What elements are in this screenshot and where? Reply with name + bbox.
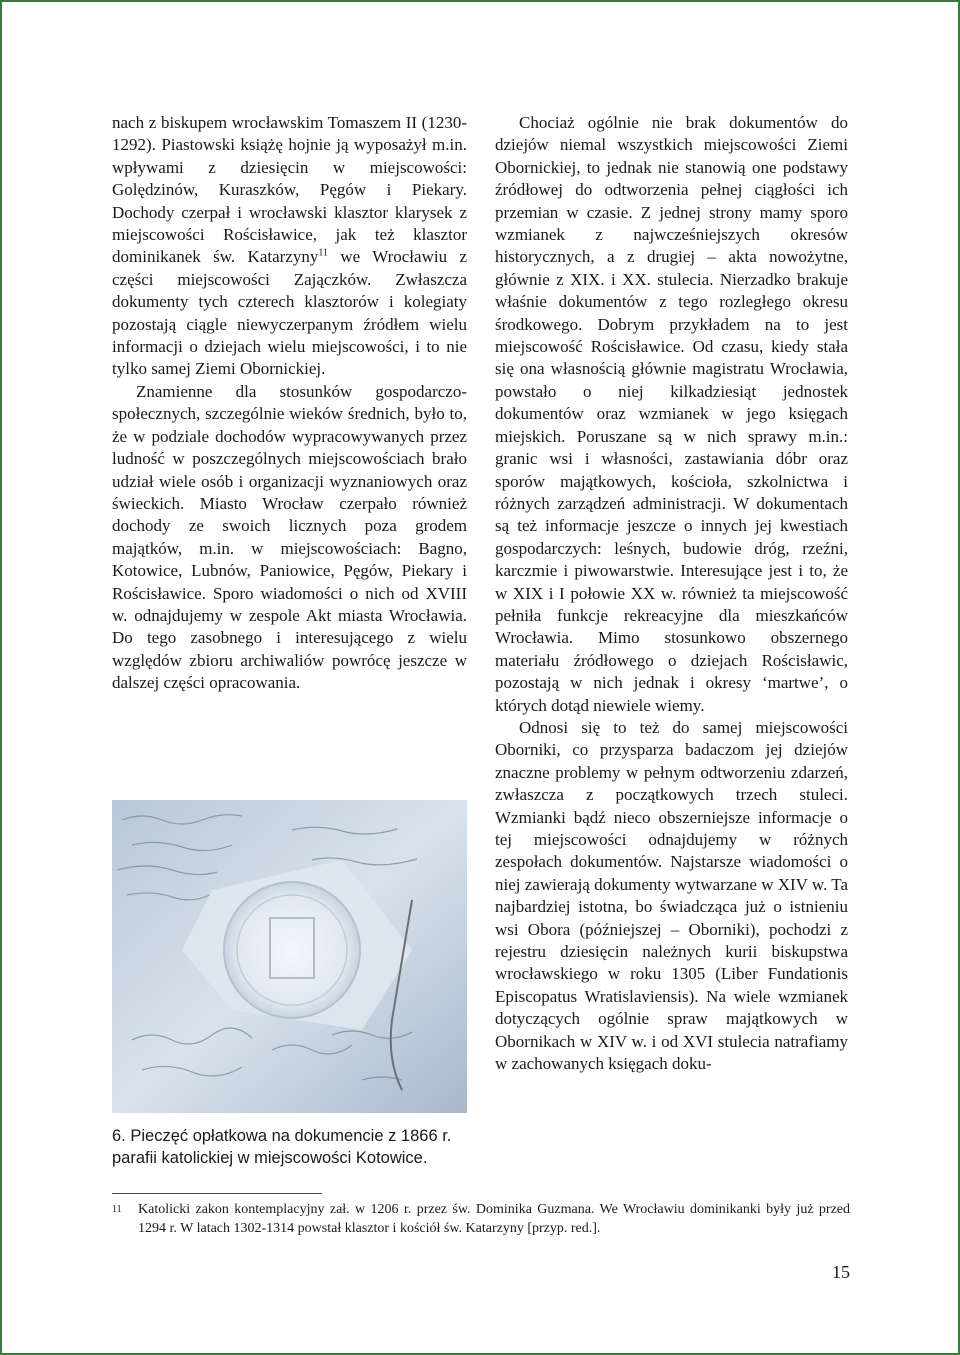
- footnote-number: 11: [112, 1204, 122, 1215]
- right-column: [495, 112, 848, 1075]
- footnote-divider: [112, 1193, 322, 1194]
- right-paragraph-1: Chociaż ogólnie nie brak dokumentów do dziejów niemal wszystkich miejscowości Ziemi Obornickiej, to jednak nie stanowią one podstawy źródłowej do odtworzenia pełnej ciągłości ich przemian w czasie. Z jednej strony mamy sporo wzmianek z najwcześniejszych okresów historycznych, a z drugiej – akta nowożytne, głównie z XIX. i XX. stulecia. Nierzadko brakuje właśnie dokumentów z tego rozległego okresu środkowego. Dobrym przykładem na to jest miejscowość Rościsławice. Od czasu, kiedy stała się ona własnością głównie magistratu Wrocławia, powstało o niej kilkadziesiąt jednostek dokumentów oraz wzmianek w jego księgach miejskich. Poruszane są w nich sprawy m.in.: granic wsi i własności, zastawiania dóbr oraz sporów majątkowych, kościoła, szkolnictwa i różnych zarządzeń administracji. W dokumentach są też informacje jeszcze o innych jej kwestiach gospodarczych: leśnych, budowie dróg, rzeźni, karczmie i piwowarstwie. Interesujące jest i to, że w XIX i I połowie XX w. również ta miejscowość pełniła funkcje rekreacyjne dla mieszkańców Wrocławia. Mimo stosunkowo obszernego materiału źródłowego o dziejach Rościsławic, pozostają w nich jednak i okresy ‘martwe’, o których dotąd niewiele wiemy.: [495, 113, 848, 715]
- photo-caption: 6. Pieczęć opłatkowa na dokumencie z 1866 r. parafii katolickiej w miejscowości Kotowice.: [112, 1127, 452, 1167]
- right-paragraph-2: Odnosi się to też do samej miejscowości Oborniki, co przysparza badaczom jej dziejów znaczne problemy w pełnym odtworzeniu zdarzeń, zwłaszcza z początkowych trzech stuleci. Wzmianki bądź nieco obszerniejsze informacje o tej miejscowości odnajdujemy w różnych zespołach dokumentów. Najstarsze wiadomości o niej zawierają dokumenty wytwarzane w XIV w. Ta najbardziej istotna, bo świadcząca już o istnieniu wsi Obora (późniejszej – Oborniki), pochodzi z rejestru dziesięcin należnych kurii biskupstwa wrocławskiego w roku 1305 (Liber Fundationis Episcopatus Wratislaviensis). Na wiele wzmianek dotyczących ogólnie spraw majątkowych w Obornikach w XIV w. i od XVI stulecia natrafiamy w zachowanych księgach doku-: [495, 717, 849, 1074]
- left-paragraph-1-end: we Wrocławiu z części miejscowości Zajączków. Zwłaszcza dokumenty tych czterech klasztorów i kolegiaty pozostają ciągle niewyczerpanym źródłem wielu informacji o dziejach wielu miejscowości, i to nie tylko samej Ziemi Obornickiej.: [112, 247, 467, 379]
- left-column: [112, 112, 467, 695]
- seal-photo-image: [112, 800, 467, 1113]
- left-paragraph-1-text: nach z biskupem wrocławskim Tomaszem II (1230-1292). Piastowski książę hojnie ją wyposażył m.in. wpływami z dziesięcin w miejscowości: Golędzinów, Kuraszków, Pęgów i Piekary. Dochody czerpał i wrocławski klasztor klarysek z miejscowości Rościsławice, jak też klasztor dominikanek św. Katarzyny: [112, 113, 467, 267]
- footnote: [112, 1200, 850, 1238]
- footnote-text: Katolicki zakon kontemplacyjny zał. w 1206 r. przez św. Dominika Guzmana. We Wrocławiu dominikanki były już przed 1294 r. W latach 1302-1314 powstał klasztor i kościół św. Katarzyny [przyp. red.].: [138, 1202, 850, 1236]
- footnote-ref: 11: [318, 247, 328, 259]
- seal-photo: [112, 800, 467, 1113]
- page-number: 15: [832, 1262, 850, 1282]
- left-paragraph-1: [112, 112, 467, 381]
- left-paragraph-2: Znamienne dla stosunków gospodarczo-społecznych, szczególnie wieków średnich, było to, że w podziale dochodów wypracowywanych przez ludność w poszczególnych miejscowościach brało udział wiele osób i organizacji wyznaniowych oraz świeckich. Miasto Wrocław czerpało również dochody ze swoich licznych poza grodem majątków, m.in. w miejscowościach: Bagno, Kotowice, Lubnów, Paniowice, Pęgów, Piekary i Rościsławice. Sporo wiadomości o nich od XVIII w. odnajdujemy w zespole Akt miasta Wrocławia. Do tego zasobnego i interesującego z wielu względów zbioru archiwaliów powrócę jeszcze w dalszej części opracowania.: [112, 381, 467, 693]
